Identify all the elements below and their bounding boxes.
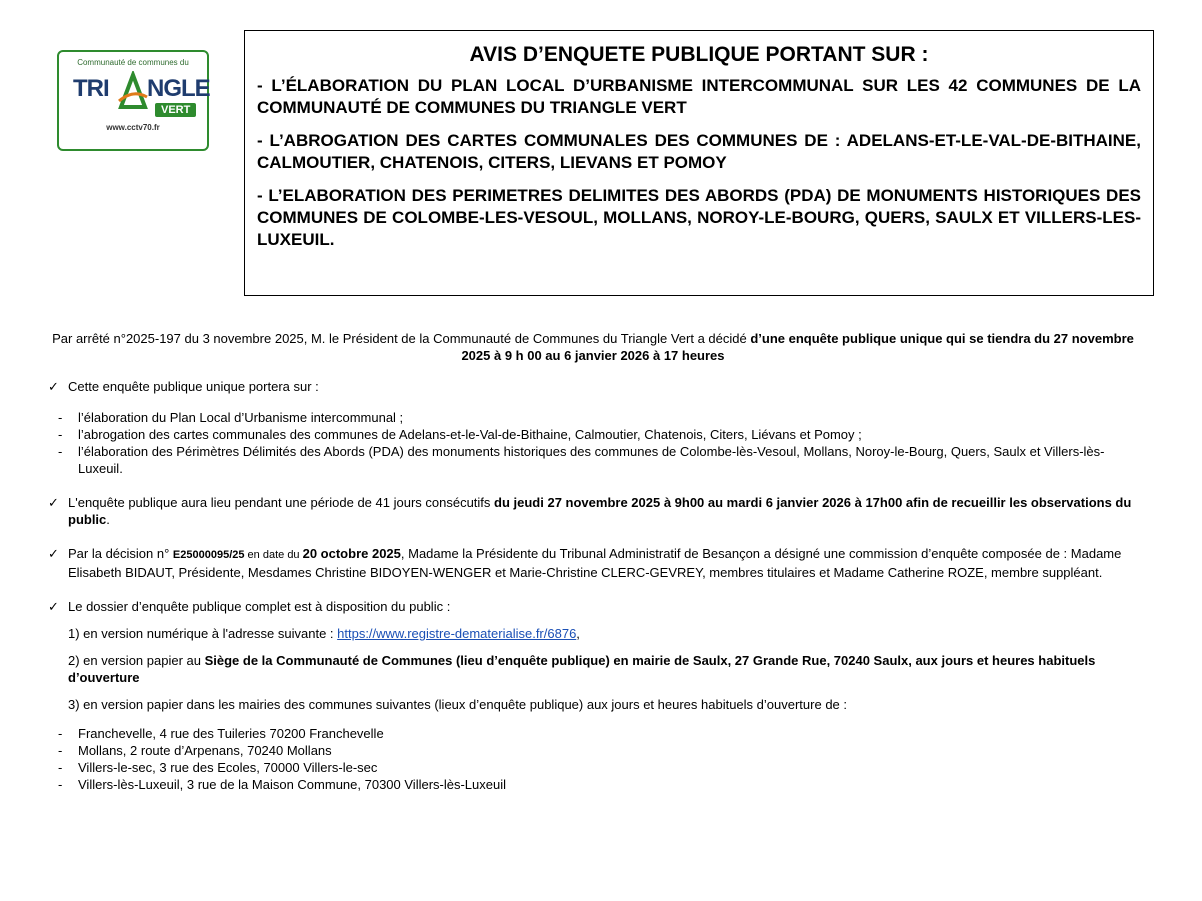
section-period-text [68, 494, 1138, 528]
checkmark-icon: ✓ [48, 379, 59, 394]
notice-body [48, 330, 1138, 793]
logo-url: www.cctv70.fr [106, 123, 160, 132]
list-item [48, 443, 1138, 477]
intro-text: Par arrêté n°2025-197 du 3 novembre 2025, M. le Président de la Communauté de Communes du Triangle Vert a décidé [52, 331, 751, 346]
dash-bullet: - [58, 726, 63, 741]
paper-siege-bold: Siège de la Communauté de Communes (lieu d’enquête publique) en mairie de Saulx, 27 Grande Rue, 70240 Saulx, aux jours et heures habituels d’ouverture [68, 653, 1096, 685]
list-item [48, 426, 1138, 443]
list-item-text: l’élaboration du Plan Local d’Urbanisme intercommunal ; [78, 410, 404, 425]
notice-title-box [244, 30, 1154, 296]
dossier-option-paper-siege [68, 652, 1138, 686]
registry-link[interactable]: https://www.registre-dematerialise.fr/6876 [337, 626, 577, 641]
dash-bullet: - [58, 777, 63, 792]
dash-bullet: - [58, 444, 63, 459]
list-item-text: Villers-le-sec, 3 rue des Ecoles, 70000 Villers-le-sec [78, 760, 378, 775]
decision-date: 20 octobre 2025 [302, 546, 401, 561]
triangle-swoosh-icon [117, 71, 149, 111]
title-item: - L’ABROGATION DES CARTES COMMUNALES DES COMMUNES DE : ADELANS-ET-LE-VAL-DE-BITHAINE, CALMOUTIER, CHATENOIS, CITERS, LIEVANS ET POMOY [257, 131, 1141, 172]
dossier-option-digital [68, 625, 1138, 642]
section-period [48, 494, 1138, 528]
logo-top-text: Communauté de communes du [77, 58, 189, 67]
intro-bold-text: d’une enquête publique unique qui se tiendra du 27 novembre 2025 à 9 h 00 au 6 janvier 2026 à 17 heures [461, 331, 1134, 363]
logo-badge: VERT [155, 103, 196, 117]
cc-triangle-vert-logo [57, 50, 209, 151]
checkmark-icon: ✓ [48, 495, 59, 510]
mairies-list [48, 725, 1138, 793]
list-item [48, 776, 1138, 793]
period-end: . [106, 512, 110, 527]
dash-bullet: - [58, 743, 63, 758]
period-plain: L'enquête publique aura lieu pendant une période de 41 jours consécutifs [68, 495, 495, 510]
commission-text-c: en date du [244, 549, 303, 561]
notice-heading: AVIS D’ENQUETE PUBLIQUE PORTANT SUR : [469, 43, 929, 66]
list-item [48, 725, 1138, 742]
paper-siege-text: 2) en version papier au [68, 653, 205, 668]
list-item-text: Mollans, 2 route d’Arpenans, 70240 Mollans [78, 743, 332, 758]
section-dossier [48, 598, 1138, 615]
list-item-text: Villers-lès-Luxeuil, 3 rue de la Maison Commune, 70300 Villers-lès-Luxeuil [78, 777, 507, 792]
list-item-text: l’élaboration des Périmètres Délimités des Abords (PDA) des monuments historiques des communes de Colombe-lès-Vesoul, Mollans, Noroy-le-Bourg, Quers, Saulx et Villers-lès-Luxeuil. [78, 444, 1105, 476]
title-item: - L’ÉLABORATION DU PLAN LOCAL D’URBANISME INTERCOMMUNAL SUR LES 42 COMMUNES DE LA COMMUNAUTÉ DE COMMUNES DU TRIANGLE VERT [257, 76, 1141, 117]
period-bold: du jeudi 27 novembre 2025 à 9h00 au mardi 6 janvier 2026 à 17h00 afin de recueillir les observations du public [68, 495, 1132, 527]
commission-text-a: Par la décision n° [68, 546, 173, 561]
logo-word-right: NGLE [147, 75, 210, 102]
scope-list [48, 409, 1138, 477]
digital-text: 1) en version numérique à l'adresse suivante : [68, 626, 338, 641]
intro-paragraph [48, 330, 1138, 364]
section-commission-text [68, 545, 1138, 581]
dash-bullet: - [58, 410, 63, 425]
digital-end: , [576, 626, 580, 641]
section-scope [48, 378, 1138, 395]
section-commission [48, 545, 1138, 581]
dash-bullet: - [58, 760, 63, 775]
section-scope-text: Cette enquête publique unique portera sur : [68, 379, 319, 394]
dash-bullet: - [58, 427, 63, 442]
list-item-text: Franchevelle, 4 rue des Tuileries 70200 Franchevelle [78, 726, 384, 741]
decision-number: E25000095/25 [172, 549, 245, 561]
logo-word-left: TRI [73, 75, 109, 102]
dossier-option-paper-mairies: 3) en version papier dans les mairies des communes suivantes (lieux d’enquête publique) aux jours et heures habituels d’ouverture de : [68, 697, 847, 712]
checkmark-icon: ✓ [48, 599, 59, 614]
section-dossier-text: Le dossier d’enquête publique complet est à disposition du public : [68, 599, 451, 614]
title-item: - L’ELABORATION DES PERIMETRES DELIMITES DES ABORDS (PDA) DE MONUMENTS HISTORIQUES DES COMMUNES DE COLOMBE-LES-VESOUL, MOLLANS, NOROY-LE-BOURG, QUERS, SAULX ET VILLERS-LES-LUXEUIL. [257, 186, 1141, 249]
list-item [48, 742, 1138, 759]
list-item [48, 409, 1138, 426]
list-item [48, 759, 1138, 776]
commission-text-e: , Madame la Présidente du Tribunal Administratif de Besançon a désigné une commission d’enquête composée de : Madame Elisabeth BIDAUT, Présidente, Mesdames Christine BIDOYEN-WENGER et Marie-Christine CLERC-GEVREY, membres titulaires et Madame Catherine ROZE, membre suppléant. [68, 546, 1122, 580]
checkmark-icon: ✓ [48, 546, 59, 561]
list-item-text: l’abrogation des cartes communales des communes de Adelans-et-le-Val-de-Bithaine, Calmoutier, Chatenois, Citers, Liévans et Pomoy ; [78, 427, 862, 442]
